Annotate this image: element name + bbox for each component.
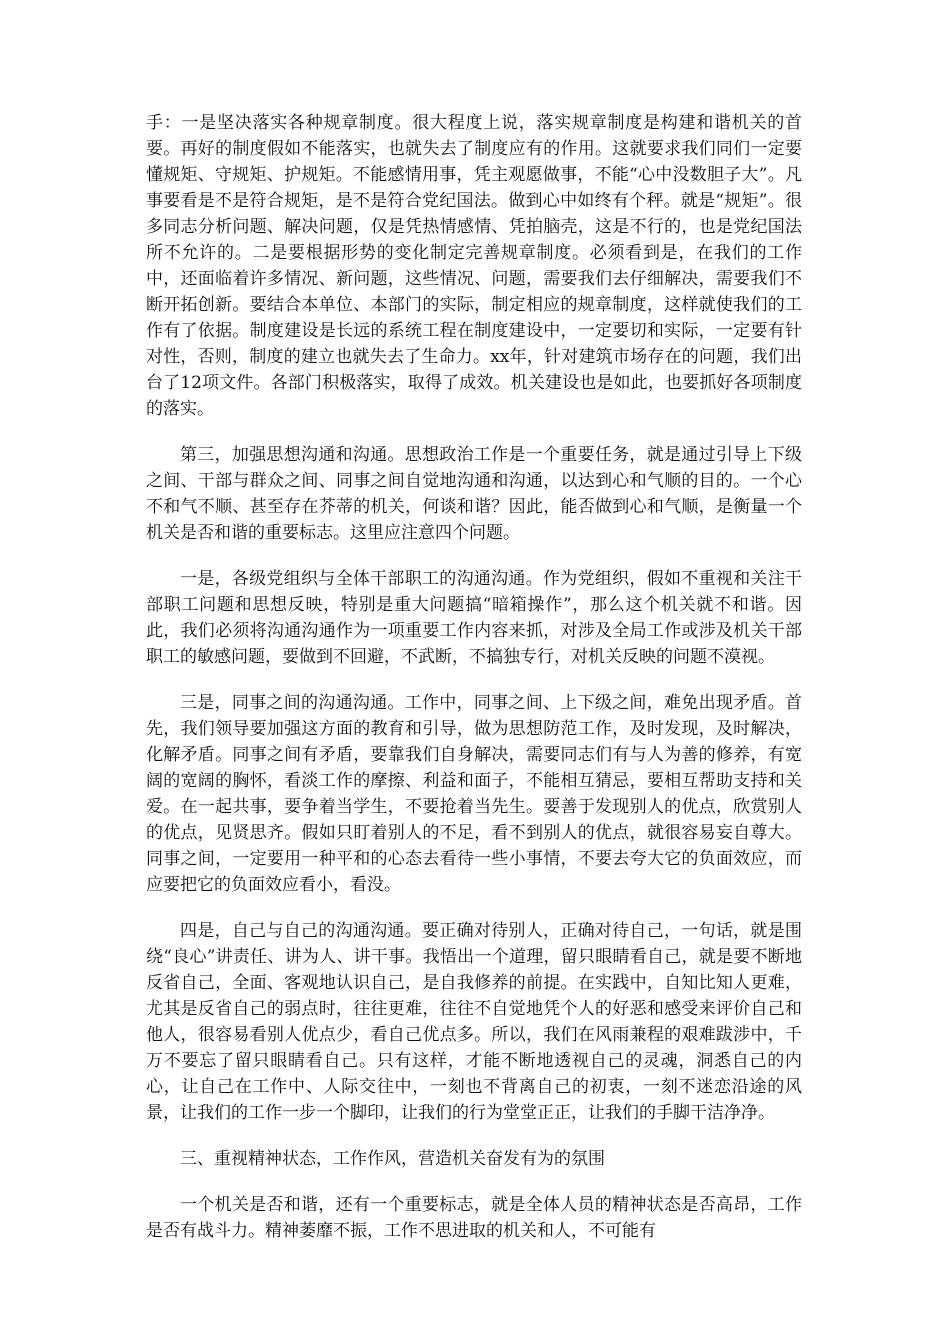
paragraph-colleague-communication: 三是，同事之间的沟通沟通。工作中，同事之间、上下级之间，难免出现矛盾。首先，我们领导要加强这方面的教育和引导，做为思想防范工作，及时发现，及时解决，化解矛盾。同事之间有矛盾，要靠我们自身解决，需要同志们有与人为善的修养，有宽阔的宽阔的胸怀，看淡工作的摩擦、利益和面子，不能相互猜忌，要相互帮助支持和关爱。在一起共事，要争着当学生，不要抢着当先生。要善于发现别人的优点，欣赏别人的优点，见贤思齐。假如只盯着别人的不足，看不到别人的优点，就很容易妄自尊大。同事之间，一定要用一种平和的心态去看待一些小事情，不要去夸大它的负面效应，而应要把它的负面效应看小，看没。 — [146, 693, 802, 895]
document-page — [146, 110, 802, 1264]
paragraph-third-communication: 第三，加强思想沟通和沟通。思想政治工作是一个重要任务，就是通过引导上下级之间、干部与群众之间、同事之间自觉地沟通和沟通，以达到心和气顺的目的。一个心不和气不顺、甚至存在芥蒂的机关，何谈和谐？因此，能否做到心和气顺，是衡量一个机关是否和谐的重要标志。这里应注意四个问题。 — [146, 445, 802, 543]
paragraph-self-communication: 四是，自己与自己的沟通沟通。要正确对待别人，正确对待自己，一句话，就是围绕“良心”讲责任、讲为人、讲干事。我悟出一个道理，留只眼睛看自己，就是要不断地反省自己，全面、客观地认识自己，是自我修养的前提。在实践中，自知比知人更难，尤其是反省自己的弱点时，往往更难，往往不自觉地凭个人的好恶和感受来评价自己和他人，很容易看别人优点少，看自己优点多。所以，我们在风雨兼程的艰难跋涉中，千万不要忘了留只眼睛看自己。只有这样，才能不断地透视自己的灵魂，洞悉自己的内心，让自己在工作中、人际交往中，一刻也不背离自己的初衷，一刻不迷恋沿途的风景，让我们的工作一步一个脚印，让我们的行为堂堂正正，让我们的手脚干洁净净。 — [146, 921, 802, 1123]
paragraph-spirit-state: 一个机关是否和谐，还有一个重要标志，就是全体人员的精神状态是否高昂，工作是否有战斗力。精神萎靡不振，工作不思进取的机关和人，不可能有 — [146, 1195, 802, 1241]
paragraph-rules-enforcement: 手：一是坚决落实各种规章制度。很大程度上说，落实规章制度是构建和谐机关的首要。再好的制度假如不能落实，也就失去了制度应有的作用。这就要求我们同们一定要懂规矩、守规矩、护规矩。不能感情用事，凭主观愿做事，不能“心中没数胆子大”。凡事要看是不是符合规矩，是不是符合党纪国法。做到心中如终有个秤。就是“规矩”。很多同志分析问题、解决问题，仅是凭热情感情、凭拍脑壳，这是不行的，也是党纪国法所不允许的。二是要根据形势的变化制定完善规章制度。必须看到是，在我们的工作中，还面临着许多情况、新问题，这些情况、问题，需要我们去仔细解决，需要我们不断开拓创新。要结合本单位、本部门的实际，制定相应的规章制度，这样就使我们的工作有了依据。制度建设是长远的系统工程在制度建设中，一定要切和实际，一定要有针对性，否则，制度的建立也就失去了生命力。xx年，针对建筑市场存在的问题，我们出台了12项文件。各部门积极落实，取得了成效。机关建设也是如此，也要抓好各项制度的落实。 — [146, 113, 802, 419]
paragraph-party-communication: 一是，各级党组织与全体干部职工的沟通沟通。作为党组织，假如不重视和关注干部职工问题和思想反映，特别是重大问题搞“暗箱操作”，那么这个机关就不和谐。因此，我们必须将沟通沟通作为一项重要工作内容来抓，对涉及全局工作或涉及机关干部职工的敏感问题，要做到不回避，不武断，不搞独专行，对机关反映的问题不漠视。 — [146, 569, 802, 667]
section-heading-spirit: 三、重视精神状态，工作作风，营造机关奋发有为的氛围 — [180, 1149, 605, 1169]
